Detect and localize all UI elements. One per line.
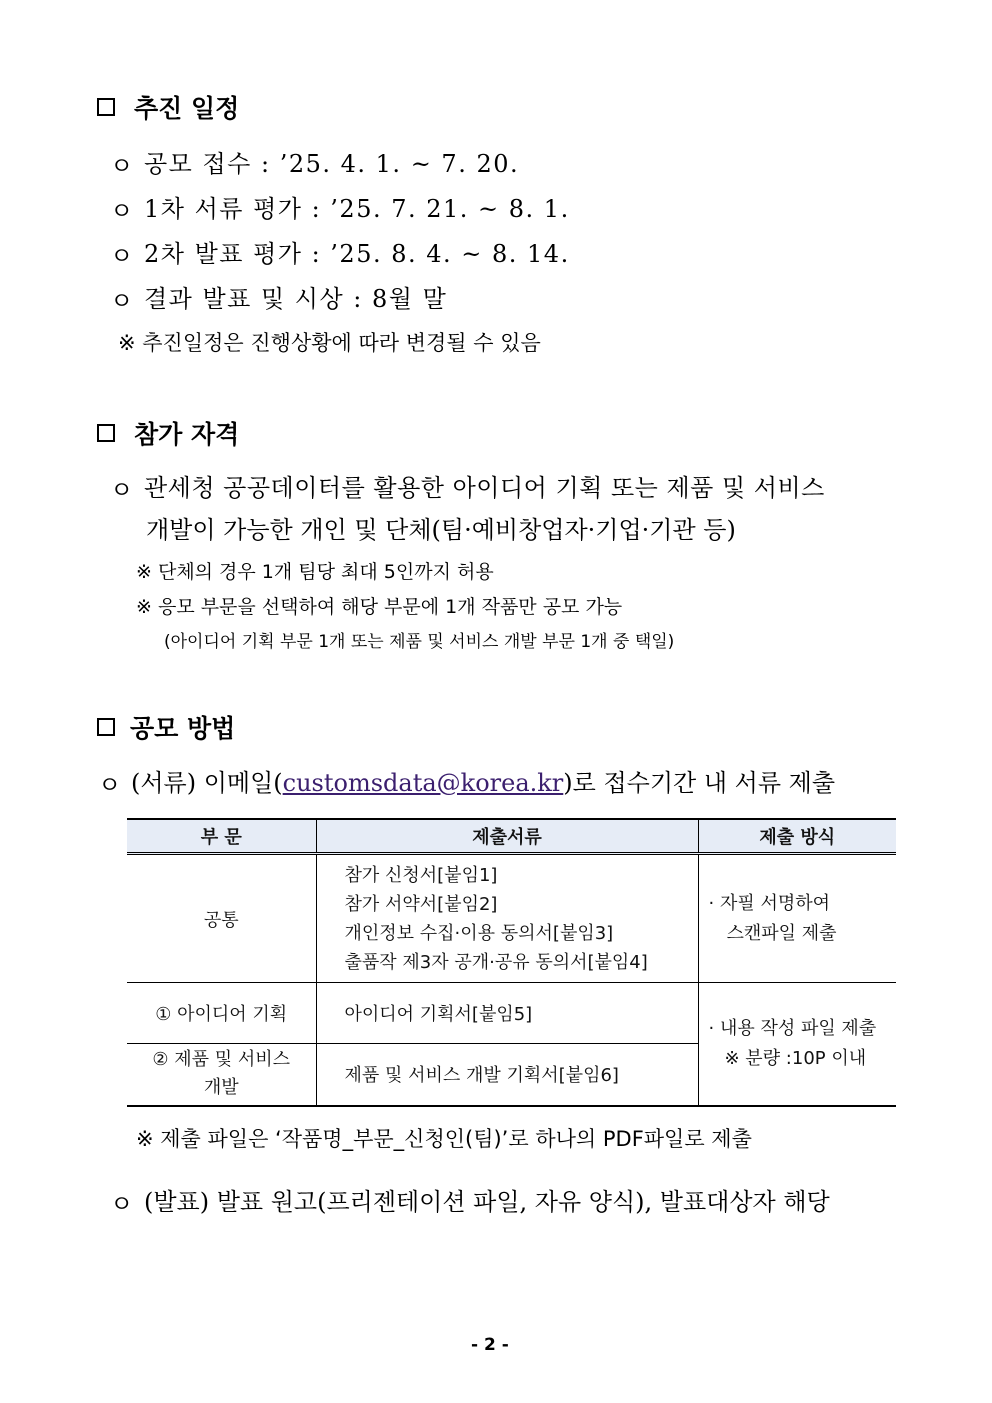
schedule-item: 2차 발표 평가 : ’25. 8. 4. ~ 8. 14. bbox=[144, 240, 570, 268]
section-title-schedule: 추진 일정 bbox=[134, 94, 240, 123]
method-line: · 자필 서명하여 bbox=[708, 892, 830, 914]
section-title-method: 공모 방법 bbox=[130, 714, 236, 743]
checkbox-square-icon bbox=[97, 98, 115, 116]
section-title-eligibility: 참가 자격 bbox=[134, 420, 240, 449]
method-shared bbox=[698, 983, 896, 1106]
bullet-icon: ㅇ bbox=[110, 242, 134, 270]
bullet-icon: ㅇ bbox=[98, 771, 122, 799]
header-category: 부 문 bbox=[127, 819, 316, 854]
bullet-icon: ㅇ bbox=[110, 476, 134, 504]
bullet-icon: ㅇ bbox=[110, 197, 134, 225]
method-line: 스캔파일 제출 bbox=[726, 922, 837, 944]
schedule-note: ※ 추진일정은 진행상황에 따라 변경될 수 있음 bbox=[118, 331, 541, 355]
document-item: 개인정보 수집·이용 동의서[붙임3] bbox=[344, 922, 614, 944]
bullet-icon: ㅇ bbox=[110, 287, 134, 315]
schedule-item: 결과 발표 및 시상 : 8월 말 bbox=[144, 285, 448, 313]
category-product bbox=[127, 1044, 316, 1106]
eligibility-note: ※ 응모 부문을 선택하여 해당 부문에 1개 작품만 공모 가능 bbox=[136, 596, 623, 618]
method-line: · 내용 작성 파일 제출 bbox=[708, 1017, 877, 1039]
documents-common bbox=[316, 854, 698, 983]
table-row bbox=[127, 983, 896, 1044]
method-common bbox=[698, 854, 896, 983]
bullet-icon: ㅇ bbox=[110, 152, 134, 180]
category-line: 개발 bbox=[203, 1077, 239, 1099]
schedule-item: 공모 접수 : ’25. 4. 1. ~ 7. 20. bbox=[144, 150, 520, 178]
page-number: - 2 - bbox=[471, 1335, 509, 1355]
eligibility-note-detail: (아이디어 기획 부문 1개 또는 제품 및 서비스 개발 부문 1개 중 택일) bbox=[164, 632, 675, 652]
method-line: ※ 분량 :10P 이내 bbox=[724, 1047, 867, 1069]
email-link[interactable]: customsdata@korea.kr bbox=[282, 769, 564, 797]
schedule-item: 1차 서류 평가 : ’25. 7. 21. ~ 8. 1. bbox=[144, 195, 570, 223]
eligibility-note: ※ 단체의 경우 1개 팀당 최대 5인까지 허용 bbox=[136, 561, 494, 583]
file-note: ※ 제출 파일은 ‘작품명_부문_신청인(팀)’로 하나의 PDF파일로 제출 bbox=[136, 1127, 752, 1151]
bullet-icon: ㅇ bbox=[110, 1190, 134, 1218]
submission-table bbox=[127, 818, 896, 1107]
document-product: 제품 및 서비스 개발 기획서[붙임6] bbox=[316, 1044, 698, 1106]
method-item bbox=[131, 763, 835, 798]
table-row bbox=[127, 854, 896, 983]
eligibility-item-line2: 개발이 가능한 개인 및 단체(팀·예비창업자·기업·기관 등) bbox=[146, 516, 736, 544]
document-item: 참가 신청서[붙임1] bbox=[344, 864, 498, 886]
category-common: 공통 bbox=[127, 854, 316, 983]
checkbox-square-icon bbox=[97, 424, 115, 442]
category-line: ② 제품 및 서비스 bbox=[152, 1049, 291, 1071]
eligibility-item-line1: 관세청 공공데이터를 활용한 아이디어 기획 또는 제품 및 서비스 bbox=[144, 474, 825, 502]
header-documents: 제출서류 bbox=[316, 819, 698, 854]
document-item: 참가 서약서[붙임2] bbox=[344, 893, 498, 915]
table-header-row bbox=[127, 819, 896, 854]
method-item-prefix: (서류) 이메일( bbox=[131, 769, 283, 797]
document-item: 출품작 제3자 공개·공유 동의서[붙임4] bbox=[344, 951, 648, 973]
category-idea: ① 아이디어 기획 bbox=[127, 983, 316, 1044]
checkbox-square-icon bbox=[97, 718, 115, 736]
presentation-item: (발표) 발표 원고(프리젠테이션 파일, 자유 양식), 발표대상자 해당 bbox=[144, 1188, 830, 1216]
method-item-suffix: )로 접수기간 내 서류 제출 bbox=[563, 769, 835, 797]
header-method: 제출 방식 bbox=[698, 819, 896, 854]
document-idea: 아이디어 기획서[붙임5] bbox=[316, 983, 698, 1044]
